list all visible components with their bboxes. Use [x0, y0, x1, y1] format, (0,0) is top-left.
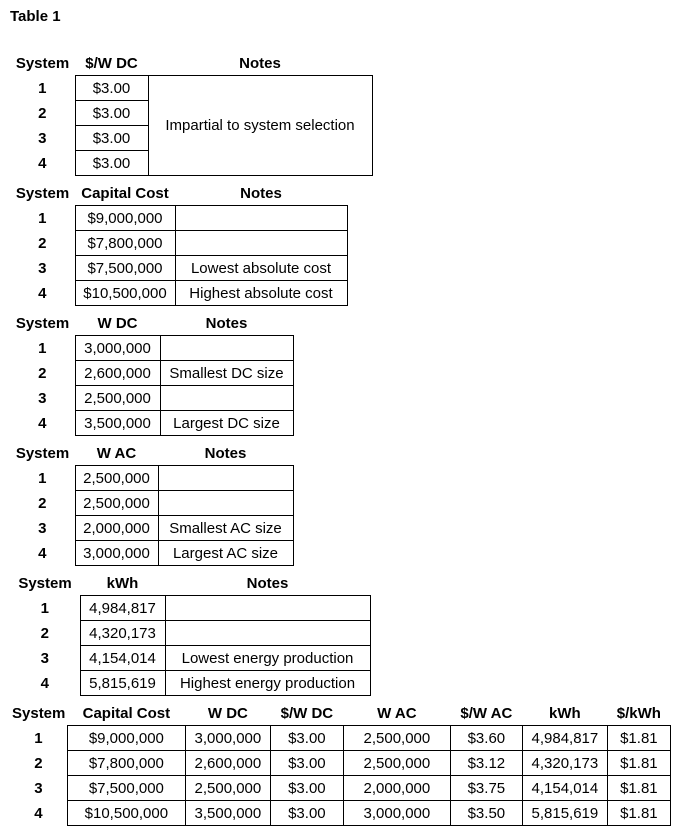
system-cell: 1 [38, 209, 47, 227]
system-cell: 4 [38, 154, 47, 172]
column-header-metric: W AC [96, 444, 137, 462]
w-dc-cell: 3,500,000 [185, 801, 270, 826]
price-per-kwh-cell: $1.81 [607, 726, 670, 751]
note-cell: Smallest AC size [158, 516, 293, 541]
price-per-kwh-cell: $1.81 [607, 776, 670, 801]
price-per-w-dc-cell: $3.00 [270, 776, 343, 801]
table-capital-cost [10, 181, 348, 306]
w-dc-cell: 3,000,000 [185, 726, 270, 751]
system-cell: 2 [38, 494, 47, 512]
note-cell: Highest absolute cost [175, 281, 347, 306]
note-cell: Largest AC size [158, 541, 293, 566]
w-ac-cell: 2,500,000 [343, 751, 450, 776]
column-header-price-per-kwh: $/kWh [616, 704, 661, 722]
w-dc-cell: 2,600,000 [185, 751, 270, 776]
column-header-system: System [15, 184, 70, 202]
capital-cost-cell: $7,500,000 [67, 776, 185, 801]
system-cell: 1 [38, 339, 47, 357]
system-cell: 4 [38, 544, 47, 562]
system-cell: 3 [34, 779, 43, 797]
column-header-w-dc: W DC [207, 704, 248, 722]
value-cell: $7,500,000 [75, 256, 175, 281]
note-cell: Highest energy production [165, 671, 370, 696]
value-cell: 2,600,000 [75, 361, 160, 386]
note-cell [165, 596, 370, 621]
header-row [10, 51, 372, 76]
system-cell: 3 [38, 519, 47, 537]
kwh-cell: 5,815,619 [522, 801, 607, 826]
system-cell: 2 [38, 364, 47, 382]
w-ac-cell: 2,500,000 [343, 726, 450, 751]
column-header-w-ac: W AC [377, 704, 417, 722]
value-cell: 3,500,000 [75, 411, 160, 436]
column-header-metric: kWh [106, 574, 139, 592]
table-kwh [10, 571, 371, 696]
table-row [10, 386, 293, 411]
value-cell: 3,000,000 [75, 336, 160, 361]
system-cell: 3 [38, 129, 47, 147]
system-cell: 1 [34, 729, 43, 747]
table-row [10, 411, 293, 436]
note-cell: Lowest absolute cost [175, 256, 347, 281]
system-cell: 4 [34, 804, 43, 822]
column-header-system: System [15, 54, 70, 72]
table-row [10, 281, 347, 306]
value-cell: 2,500,000 [75, 491, 158, 516]
value-cell: $3.00 [75, 126, 148, 151]
value-cell: 4,154,014 [80, 646, 165, 671]
table-row [10, 751, 670, 776]
note-cell: Largest DC size [160, 411, 293, 436]
table-row [10, 256, 347, 281]
table-row [10, 466, 293, 491]
table-row [10, 646, 370, 671]
system-cell: 4 [38, 414, 47, 432]
price-per-w-ac-cell: $3.75 [450, 776, 522, 801]
value-cell: 3,000,000 [75, 541, 158, 566]
system-cell: 4 [38, 284, 47, 302]
header-row [10, 311, 293, 336]
price-per-w-ac-cell: $3.12 [450, 751, 522, 776]
table-row [10, 801, 670, 826]
column-header-metric: W DC [97, 314, 138, 332]
column-header-metric: $/W DC [85, 54, 138, 72]
value-cell: 2,500,000 [75, 466, 158, 491]
table-row [10, 776, 670, 801]
header-row [10, 181, 347, 206]
kwh-cell: 4,320,173 [522, 751, 607, 776]
table-watts-dc [10, 311, 294, 436]
note-cell [158, 466, 293, 491]
note-cell [158, 491, 293, 516]
column-header-capital-cost: Capital Cost [82, 704, 171, 722]
system-cell: 2 [38, 104, 47, 122]
system-cell: 1 [40, 599, 49, 617]
system-cell: 3 [38, 259, 47, 277]
kwh-cell: 4,984,817 [522, 726, 607, 751]
value-cell: 4,984,817 [80, 596, 165, 621]
table-price-per-watt-dc [10, 51, 373, 176]
capital-cost-cell: $7,800,000 [67, 751, 185, 776]
table-row [10, 596, 370, 621]
note-cell: Lowest energy production [165, 646, 370, 671]
note-cell [175, 206, 347, 231]
system-cell: 3 [40, 649, 49, 667]
capital-cost-cell: $10,500,000 [67, 801, 185, 826]
system-cell: 2 [34, 754, 43, 772]
merged-note-cell: Impartial to system selection [148, 76, 372, 176]
price-per-w-dc-cell: $3.00 [270, 726, 343, 751]
price-per-kwh-cell: $1.81 [607, 801, 670, 826]
value-cell: 2,000,000 [75, 516, 158, 541]
column-header-notes: Notes [205, 314, 248, 332]
price-per-w-dc-cell: $3.00 [270, 801, 343, 826]
column-header-price-per-w-ac: $/W AC [460, 704, 513, 722]
table-row [10, 76, 372, 101]
table-row [10, 336, 293, 361]
value-cell: $3.00 [75, 101, 148, 126]
price-per-kwh-cell: $1.81 [607, 751, 670, 776]
column-header-notes: Notes [246, 574, 289, 592]
column-header-metric: Capital Cost [81, 184, 169, 202]
w-dc-cell: 2,500,000 [185, 776, 270, 801]
column-header-notes: Notes [240, 184, 282, 202]
table-row [10, 231, 347, 256]
column-header-kwh: kWh [549, 704, 581, 722]
table-row [10, 541, 293, 566]
table-row [10, 491, 293, 516]
column-header-price-per-w-dc: $/W DC [280, 704, 334, 722]
system-cell: 4 [40, 674, 49, 692]
system-cell: 2 [40, 624, 49, 642]
system-cell: 3 [38, 389, 47, 407]
table-watts-ac [10, 441, 294, 566]
w-ac-cell: 2,000,000 [343, 776, 450, 801]
price-per-w-ac-cell: $3.50 [450, 801, 522, 826]
column-header-system: System [15, 314, 70, 332]
column-header-notes: Notes [204, 444, 247, 462]
system-cell: 2 [38, 234, 47, 252]
value-cell: $3.00 [75, 151, 148, 176]
table-row [10, 671, 370, 696]
value-cell: 5,815,619 [80, 671, 165, 696]
note-cell [160, 336, 293, 361]
value-cell: $10,500,000 [75, 281, 175, 306]
value-cell: $3.00 [75, 76, 148, 101]
header-row [10, 571, 370, 596]
header-row [10, 441, 293, 466]
system-cell: 1 [38, 79, 47, 97]
capital-cost-cell: $9,000,000 [67, 726, 185, 751]
table-row [10, 206, 347, 231]
header-row [10, 701, 670, 726]
kwh-cell: 4,154,014 [522, 776, 607, 801]
page-title: Table 1 [10, 8, 61, 25]
w-ac-cell: 3,000,000 [343, 801, 450, 826]
value-cell: $9,000,000 [75, 206, 175, 231]
value-cell: $7,800,000 [75, 231, 175, 256]
price-per-w-dc-cell: $3.00 [270, 751, 343, 776]
table-row [10, 516, 293, 541]
value-cell: 4,320,173 [80, 621, 165, 646]
note-cell [160, 386, 293, 411]
note-cell [165, 621, 370, 646]
system-cell: 1 [38, 469, 47, 487]
column-header-system: System [15, 444, 70, 462]
column-header-notes: Notes [239, 54, 281, 72]
table-summary [10, 701, 671, 826]
column-header-system: System [12, 704, 66, 722]
note-cell: Smallest DC size [160, 361, 293, 386]
column-header-system: System [18, 574, 72, 592]
table-row [10, 361, 293, 386]
note-cell [175, 231, 347, 256]
value-cell: 2,500,000 [75, 386, 160, 411]
table-row [10, 621, 370, 646]
table-row [10, 726, 670, 751]
price-per-w-ac-cell: $3.60 [450, 726, 522, 751]
